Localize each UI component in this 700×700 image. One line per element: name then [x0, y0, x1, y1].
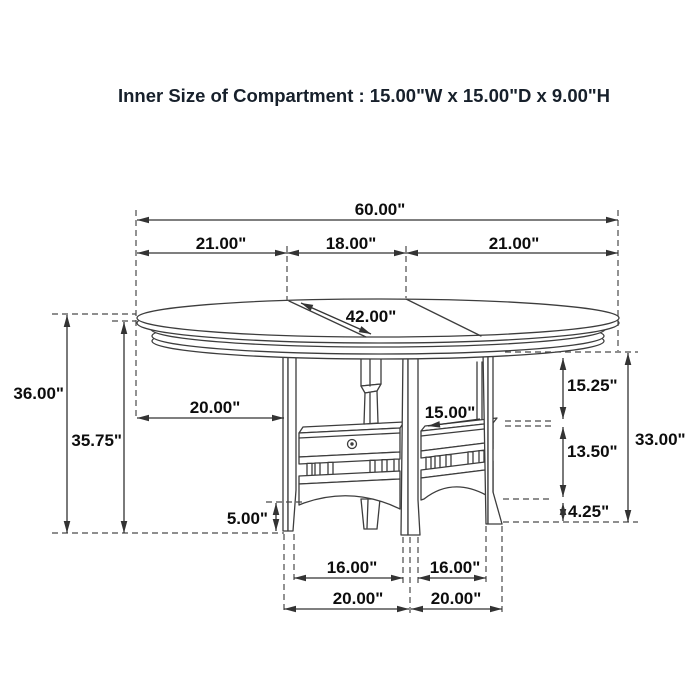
dim-label-outer-span-left: 20.00" — [332, 589, 384, 608]
dim-label-leaf-span: 42.00" — [345, 307, 397, 326]
dim-label-left-section: 21.00" — [195, 234, 247, 253]
dim-label-foot-height: 5.00" — [226, 509, 268, 528]
storage-compartment-left — [299, 422, 404, 509]
extension-lines — [52, 210, 638, 614]
dimension-lines — [67, 220, 628, 609]
dim-label-overall-width: 60.00" — [354, 200, 406, 219]
leg-right — [483, 352, 502, 524]
dim-label-center-leaf: 18.00" — [325, 234, 377, 253]
dim-label-underside-height: 35.75" — [71, 431, 122, 450]
dim-label-top-overhang: 20.00" — [189, 398, 241, 417]
back-leg-right — [477, 362, 482, 420]
dim-label-apron-to-compartment: 15.25" — [567, 376, 618, 395]
leg-center — [401, 352, 420, 535]
drawer-knob-dot — [350, 442, 353, 445]
dim-label-overall-height: 36.00" — [13, 384, 64, 403]
dim-label-inner-span-left: 16.00" — [326, 558, 378, 577]
dim-label-base-height: 33.00" — [635, 430, 686, 449]
dim-label-compartment-section: 13.50" — [567, 442, 618, 461]
skirt-arch-left — [299, 479, 400, 509]
back-foot — [361, 499, 380, 529]
dim-label-right-section: 21.00" — [488, 234, 540, 253]
dim-label-outer-span-right: 20.00" — [430, 589, 482, 608]
pedestal-column — [361, 352, 381, 424]
page-title: Inner Size of Compartment : 15.00"W x 15.00"D x 9.00"H — [117, 85, 611, 106]
dim-label-inner-span-right: 16.00" — [429, 558, 481, 577]
dim-label-compartment-width: 15.00" — [424, 403, 476, 422]
leg-left — [283, 352, 296, 531]
dim-label-foot-section: 4.25" — [568, 502, 610, 521]
